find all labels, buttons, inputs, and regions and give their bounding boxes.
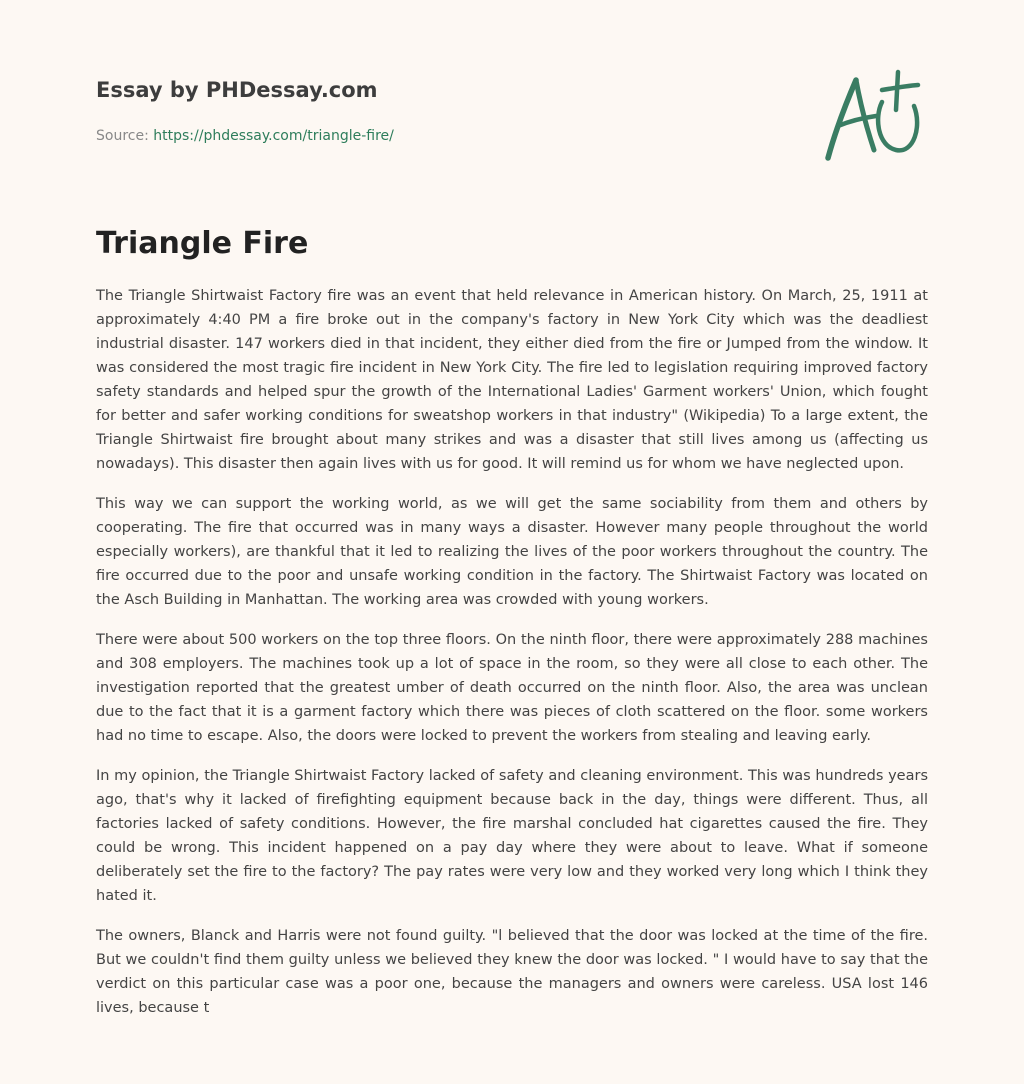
source-line [96, 126, 796, 146]
essay-paragraph: This way we can support the working world, as we will get the same sociability from them and others by cooperating. The fire that occurred was in many ways a disaster. However many people throughout the world especially workers), are thankful that it led to realizing the lives of the poor workers throughout the country. The fire occurred due to the poor and unsafe working condition in the factory. The Shirtwaist Factory was located on the Asch Building in Manhattan. The working area was crowded with young workers. [96, 496, 928, 608]
brand-title: Essay by PHDessay.com [96, 78, 378, 102]
essay-paragraph: The Triangle Shirtwaist Factory fire was an event that held relevance in American history. On March, 25, 1911 at approximately 4:40 PM a fire broke out in the company's factory in New York City which was the deadliest industrial disaster. 147 workers died in that incident, they either died from the fire or Jumped from the window. It was considered the most tragic fire incident in New York City. The fire led to legislation requiring improved factory safety standards and helped spur the growth of the International Ladies' Garment workers' Union, which fought for better and safer working conditions for sweatshop workers in that industry" (Wikipedia) To a large extent, the Triangle Shirtwaist fire brought about many strikes and was a disaster that still lives among us (affecting us nowadays). This disaster then again lives with us for good. It will remind us for whom we have neglected upon. [96, 288, 928, 472]
essay-paragraph: The owners, Blanck and Harris were not found guilty. "l believed that the door was locked at the time of the fire. But we couldn't find them guilty unless we believed they knew the door was locked. " I would have to say that the verdict on this particular case was a poor one, because the managers and owners were careless. USA lost 146 lives, because t [96, 928, 928, 1016]
essay-paragraph: In my opinion, the Triangle Shirtwaist Factory lacked of safety and cleaning environment. This was hundreds years ago, that's why it lacked of firefighting equipment because back in the day, things were different. Thus, all factories lacked of safety conditions. However, the fire marshal concluded hat cigarettes caused the fire. They could be wrong. This incident happened on a pay day where they were about to leave. What if someone deliberately set the fire to the factory? The pay rates were very low and they worked very long which I think they hated it. [96, 768, 928, 904]
a-plus-logo-svg [818, 66, 928, 166]
essay-paragraph: There were about 500 workers on the top three floors. On the ninth floor, there were approximately 288 machines and 308 employers. The machines took up a lot of space in the room, so they were all close to each other. The investigation reported that the greatest umber of death occurred on the ninth floor. Also, the area was unclean due to the fact that it is a garment factory which there was pieces of cloth scattered on the floor. some workers had no time to escape. Also, the doors were locked to prevent the workers from stealing and leaving early. [96, 632, 928, 744]
source-label: Source: [96, 128, 149, 144]
a-plus-grade-icon [818, 66, 928, 166]
source-link[interactable]: https://phdessay.com/triangle-fire/ [153, 128, 394, 144]
essay-body [96, 284, 928, 1036]
essay-title: Triangle Fire [96, 226, 309, 261]
document-header [96, 76, 796, 146]
